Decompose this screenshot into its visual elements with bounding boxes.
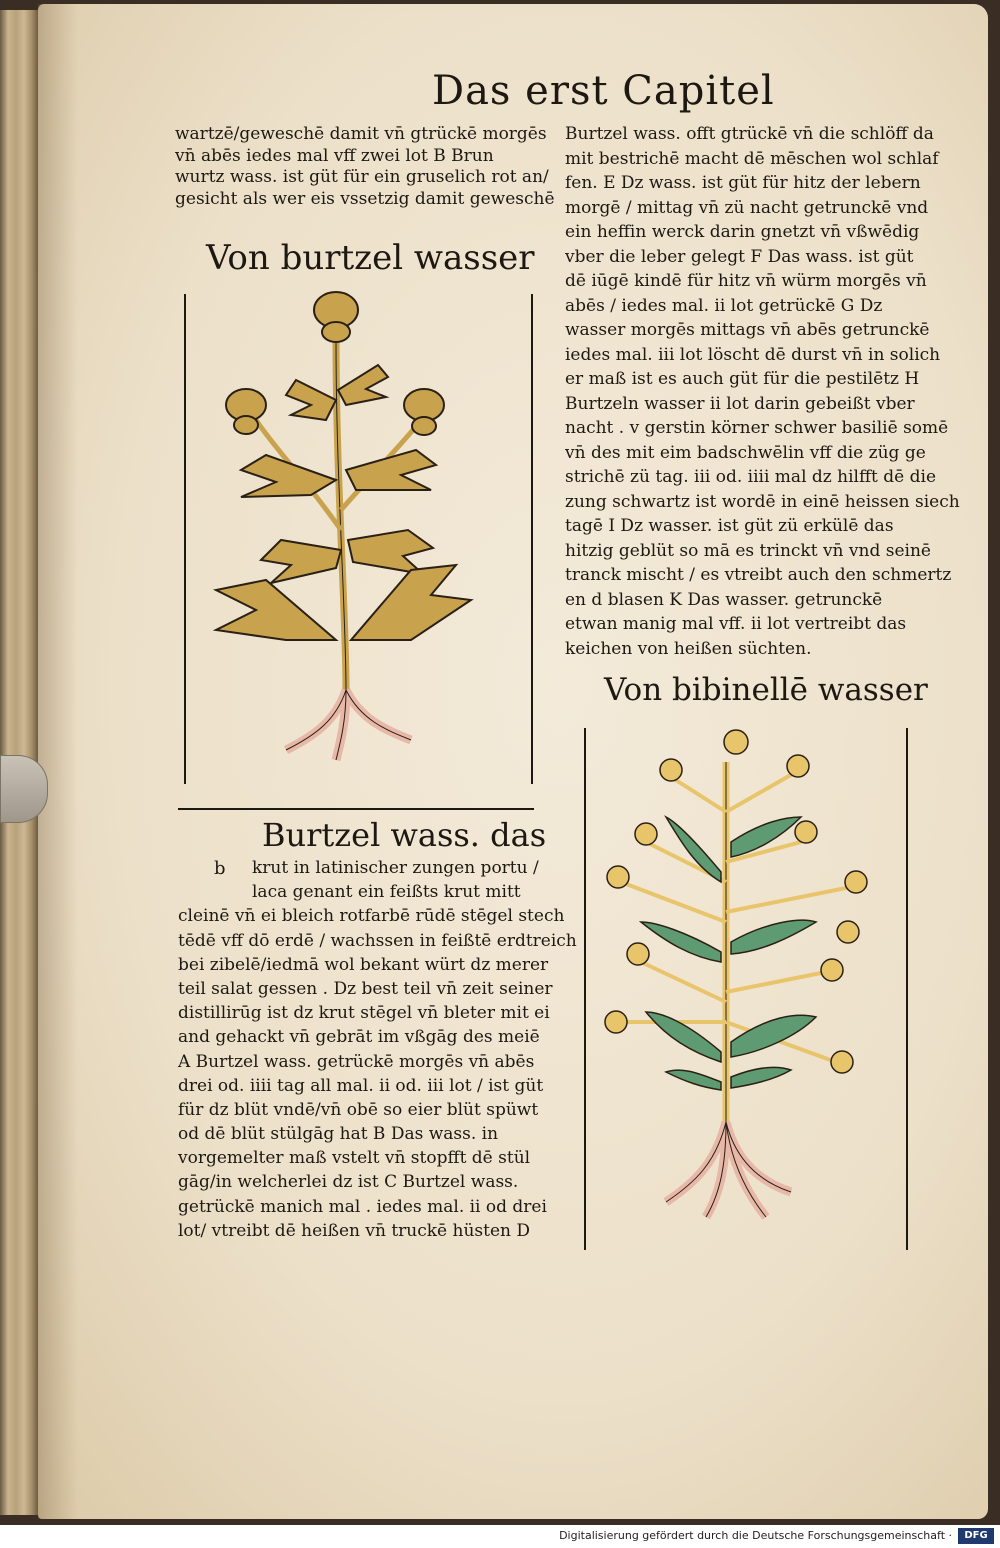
left-section-title: Von burtzel wasser	[206, 238, 535, 278]
text-line: drei od. iiii tag all mal. ii od. iii lot / ist güt	[178, 1075, 544, 1096]
text-line: ein heffin werck darin gnetzt vn̄ vßwēdig	[565, 222, 920, 242]
text-line: wartzē/geweschē damit vn̄ gtrückē morgēs	[175, 124, 547, 144]
text-line: abēs / iedes mal. ii lot getrückē G Dz	[565, 295, 883, 316]
right-top-text	[565, 124, 960, 663]
text-line: dē iūgē kindē für hitz vn̄ würm morgēs vn̄	[565, 271, 927, 291]
text-line: getrückē manich mal . iedes mal. ii od drei	[178, 1196, 547, 1217]
text-line: fen. E Dz wass. ist güt für hitz der lebern	[565, 173, 921, 193]
left-body-text	[178, 858, 577, 1245]
text-line: distillirūg ist dz krut stēgel vn̄ bleter mit ei	[178, 1003, 550, 1024]
text-line: zung schwartz ist wordē in einē heissen siech	[565, 491, 960, 512]
text-line: nacht . v gerstin körner schwer basiliē somē	[565, 418, 949, 438]
text-line: and gehackt vn̄ gebrāt im vßgāg des meiē	[178, 1027, 540, 1048]
text-line: hitzig geblüt so mā es trinckt vn̄ vnd seinē	[565, 540, 931, 561]
text-line: strichē zü tag. iii od. iiii mal dz hilfft dē die	[565, 467, 937, 487]
burnet-woodcut-illustration	[586, 722, 904, 1252]
text-line: krut in latinischer zungen portu /	[252, 858, 539, 878]
text-line: A Burtzel wass. getrückē morgēs vn̄ abēs	[178, 1051, 535, 1072]
purslane-woodcut-illustration	[186, 280, 528, 780]
page-header: Das erst Capitel	[432, 68, 775, 114]
right-section-title: Von bibinellē wasser	[604, 672, 928, 708]
text-line: für dz blüt vndē/vn̄ obē so eier blüt spüwt	[178, 1099, 539, 1120]
initial-letter: b	[214, 858, 226, 879]
text-line: tranck mischt / es vtreibt auch den schmertz	[565, 565, 952, 585]
digitization-footer	[0, 1525, 1000, 1548]
text-line: tēdē vff dō erdē / wachssen in feißtē erdtreich	[178, 930, 577, 951]
text-line: mit bestrichē macht dē mēschen wol schlaf	[565, 148, 939, 169]
left-top-text	[175, 124, 555, 210]
text-line: gāg/in welcherlei dz ist C Burtzel wass.	[178, 1172, 519, 1193]
text-line: tagē I Dz wasser. ist güt zü erkülē das	[565, 516, 894, 536]
text-line: wurtz wass. ist güt für ein gruselich rot an/	[175, 167, 549, 187]
text-line: gesicht als wer eis vssetzig damit geweschē	[175, 188, 555, 209]
text-line: etwan manig mal vff. ii lot vertreibt das	[565, 614, 907, 634]
text-line: Burtzel wass. offt gtrückē vn̄ die schlöff da	[565, 124, 934, 144]
text-line: od dē blüt stülgāg hat B Das wass. in	[178, 1124, 499, 1145]
text-line: laca genant ein feißts krut mitt	[252, 882, 521, 903]
text-line: vn̄ des mit eim badschwēlin vff die züg ge	[565, 442, 926, 463]
text-line: wasser morgēs mittags vn̄ abēs getrunckē	[565, 320, 930, 340]
left-section-heading: Burtzel wass. das	[262, 816, 547, 854]
text-line: vber die leber gelegt F Das wass. ist güt	[565, 246, 914, 267]
text-line: vorgemelter maß vstelt vn̄ stopfft dē stül	[178, 1148, 531, 1169]
text-line: cleinē vn̄ ei bleich rotfarbē rūdē stēgel stech	[178, 906, 565, 927]
text-line: er maß ist es auch güt für die pestilētz H	[565, 369, 920, 389]
text-line: Burtzeln wasser ii lot darin gebeißt vber	[565, 393, 915, 414]
text-line: keichen von heißen süchten.	[565, 638, 812, 659]
text-line: en d blasen K Das wasser. getrunckē	[565, 589, 883, 610]
text-line: teil salat gessen . Dz best teil vn̄ zeit seiner	[178, 978, 553, 999]
text-line: iedes mal. iii lot löscht dē durst vn̄ in solich	[565, 344, 941, 365]
text-line: morgē / mittag vn̄ zü nacht getrunckē vnd	[565, 197, 929, 218]
dfg-logo: DFG	[958, 1528, 994, 1544]
text-line: lot/ vtreibt dē heißen vn̄ truckē hüsten D	[178, 1220, 531, 1241]
text-line: bei zibelē/iedmā wol bekant würt dz merer	[178, 954, 549, 975]
text-line: vn̄ abēs iedes mal vff zwei lot B Brun	[175, 145, 494, 166]
section-divider	[178, 808, 534, 810]
gutter-shadow	[38, 4, 78, 1519]
footer-credit: Digitalisierung gefördert durch die Deutsche Forschungsgemeinschaft ·	[559, 1529, 952, 1542]
